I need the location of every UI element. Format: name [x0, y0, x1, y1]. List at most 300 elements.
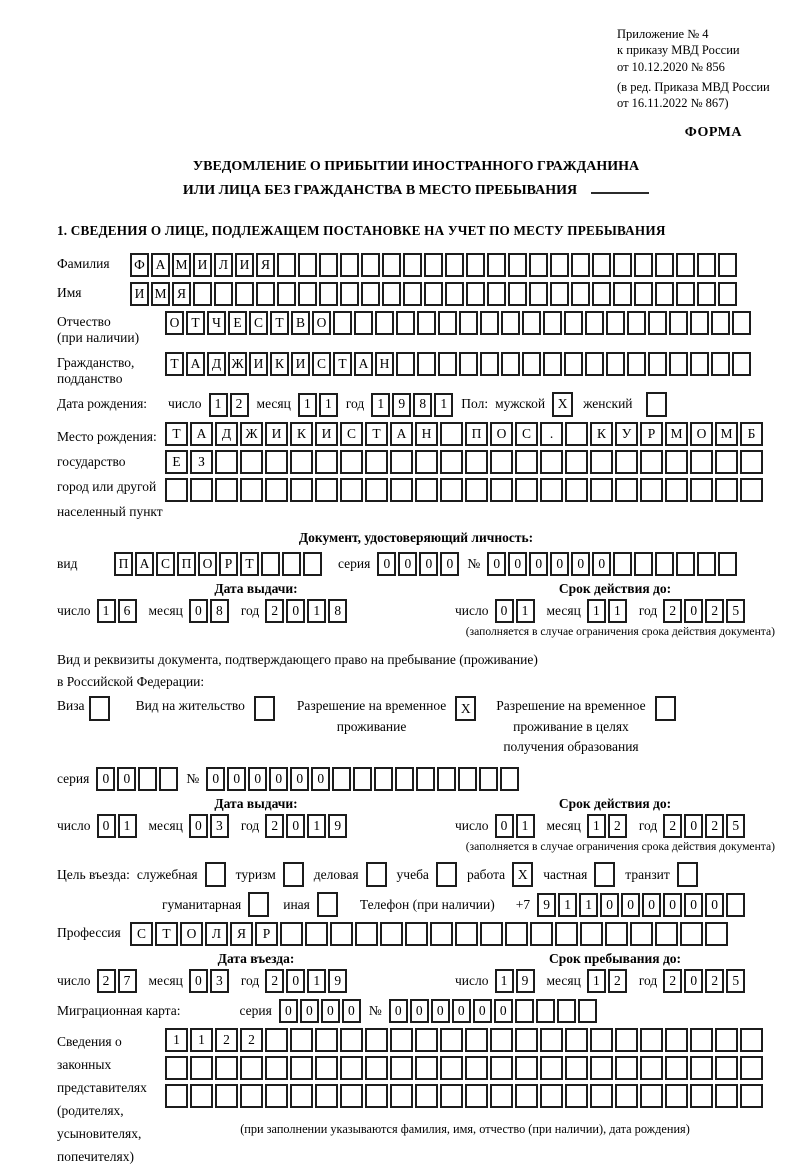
char-cell[interactable]: 1	[587, 599, 606, 623]
char-cell[interactable]: 2	[705, 814, 724, 838]
char-cell[interactable]: Т	[155, 922, 178, 946]
char-cell[interactable]	[490, 450, 513, 474]
char-cell[interactable]	[340, 282, 359, 306]
char-cell[interactable]	[715, 478, 738, 502]
char-cell[interactable]	[490, 1056, 513, 1080]
char-cell[interactable]	[557, 999, 576, 1023]
char-cell[interactable]	[403, 253, 422, 277]
char-cell[interactable]: 1	[516, 814, 535, 838]
char-cell[interactable]	[578, 999, 597, 1023]
char-cell[interactable]: А	[354, 352, 373, 376]
char-cell[interactable]	[571, 282, 590, 306]
char-cell[interactable]	[265, 1084, 288, 1108]
char-cell[interactable]: 0	[431, 999, 450, 1023]
char-cell[interactable]: С	[249, 311, 268, 335]
char-cell[interactable]	[235, 282, 254, 306]
char-cell[interactable]: 7	[118, 969, 137, 993]
char-cell[interactable]	[726, 893, 745, 917]
char-cell[interactable]	[590, 1056, 613, 1080]
char-cell[interactable]	[740, 1084, 763, 1108]
char-cell[interactable]	[640, 478, 663, 502]
char-cell[interactable]: 1	[587, 969, 606, 993]
char-cell[interactable]: А	[390, 422, 413, 446]
char-cell[interactable]: 0	[663, 893, 682, 917]
char-cell[interactable]	[515, 1056, 538, 1080]
char-cell[interactable]	[438, 352, 457, 376]
char-cell[interactable]: 0	[248, 767, 267, 791]
char-cell[interactable]: 2	[230, 393, 249, 417]
char-cell[interactable]	[715, 1084, 738, 1108]
char-cell[interactable]	[615, 450, 638, 474]
char-cell[interactable]	[648, 352, 667, 376]
char-cell[interactable]	[390, 450, 413, 474]
char-cell[interactable]	[690, 1084, 713, 1108]
char-cell[interactable]	[680, 922, 703, 946]
char-cell[interactable]: 0	[398, 552, 417, 576]
char-cell[interactable]: Е	[228, 311, 247, 335]
char-cell[interactable]	[515, 1028, 538, 1052]
char-cell[interactable]	[479, 767, 498, 791]
char-cell[interactable]	[319, 282, 338, 306]
char-cell[interactable]	[665, 1084, 688, 1108]
char-cell[interactable]	[265, 1028, 288, 1052]
char-cell[interactable]	[465, 450, 488, 474]
purpose-transit-checkbox[interactable]	[677, 862, 698, 887]
char-cell[interactable]: 0	[189, 599, 208, 623]
char-cell[interactable]: Р	[640, 422, 663, 446]
char-cell[interactable]	[540, 1056, 563, 1080]
char-cell[interactable]	[565, 1056, 588, 1080]
char-cell[interactable]: М	[715, 422, 738, 446]
char-cell[interactable]	[529, 282, 548, 306]
char-cell[interactable]	[165, 1056, 188, 1080]
char-cell[interactable]	[315, 478, 338, 502]
char-cell[interactable]	[277, 253, 296, 277]
char-cell[interactable]	[165, 478, 188, 502]
char-cell[interactable]	[697, 253, 716, 277]
char-cell[interactable]	[515, 1084, 538, 1108]
char-cell[interactable]	[640, 450, 663, 474]
char-cell[interactable]	[665, 450, 688, 474]
char-cell[interactable]: 0	[189, 814, 208, 838]
char-cell[interactable]	[138, 767, 157, 791]
char-cell[interactable]	[669, 352, 688, 376]
char-cell[interactable]	[465, 478, 488, 502]
char-cell[interactable]: А	[186, 352, 205, 376]
char-cell[interactable]	[440, 1028, 463, 1052]
char-cell[interactable]: 9	[392, 393, 411, 417]
char-cell[interactable]	[565, 478, 588, 502]
char-cell[interactable]: 2	[663, 814, 682, 838]
char-cell[interactable]: 1	[307, 599, 326, 623]
char-cell[interactable]	[290, 1056, 313, 1080]
char-cell[interactable]: 0	[495, 814, 514, 838]
char-cell[interactable]: 1	[118, 814, 137, 838]
char-cell[interactable]	[571, 253, 590, 277]
char-cell[interactable]	[354, 311, 373, 335]
char-cell[interactable]: 1	[608, 599, 627, 623]
char-cell[interactable]	[215, 478, 238, 502]
char-cell[interactable]: Ф	[130, 253, 149, 277]
char-cell[interactable]	[361, 253, 380, 277]
char-cell[interactable]: П	[177, 552, 196, 576]
char-cell[interactable]	[256, 282, 275, 306]
char-cell[interactable]: 1	[97, 599, 116, 623]
char-cell[interactable]: 0	[684, 814, 703, 838]
char-cell[interactable]: М	[151, 282, 170, 306]
char-cell[interactable]: 5	[726, 599, 745, 623]
char-cell[interactable]	[298, 253, 317, 277]
char-cell[interactable]: 0	[377, 552, 396, 576]
char-cell[interactable]	[440, 450, 463, 474]
char-cell[interactable]	[487, 282, 506, 306]
char-cell[interactable]	[445, 282, 464, 306]
char-cell[interactable]	[330, 922, 353, 946]
char-cell[interactable]	[550, 282, 569, 306]
char-cell[interactable]: Т	[240, 552, 259, 576]
char-cell[interactable]: 0	[117, 767, 136, 791]
char-cell[interactable]	[415, 1028, 438, 1052]
char-cell[interactable]	[319, 253, 338, 277]
char-cell[interactable]: 0	[550, 552, 569, 576]
char-cell[interactable]	[501, 352, 520, 376]
char-cell[interactable]	[487, 253, 506, 277]
char-cell[interactable]	[445, 253, 464, 277]
residence-card-checkbox[interactable]	[254, 696, 275, 721]
char-cell[interactable]	[565, 1028, 588, 1052]
char-cell[interactable]	[655, 552, 674, 576]
char-cell[interactable]: С	[312, 352, 331, 376]
char-cell[interactable]	[522, 352, 541, 376]
char-cell[interactable]: 0	[97, 814, 116, 838]
char-cell[interactable]	[465, 1084, 488, 1108]
char-cell[interactable]	[690, 311, 709, 335]
char-cell[interactable]: 0	[96, 767, 115, 791]
char-cell[interactable]: 0	[684, 599, 703, 623]
char-cell[interactable]: 2	[663, 599, 682, 623]
char-cell[interactable]	[416, 767, 435, 791]
char-cell[interactable]: 0	[621, 893, 640, 917]
char-cell[interactable]	[190, 1056, 213, 1080]
char-cell[interactable]	[353, 767, 372, 791]
char-cell[interactable]	[530, 922, 553, 946]
char-cell[interactable]	[340, 478, 363, 502]
char-cell[interactable]: 1	[434, 393, 453, 417]
char-cell[interactable]	[215, 1084, 238, 1108]
char-cell[interactable]	[627, 352, 646, 376]
char-cell[interactable]: 0	[279, 999, 298, 1023]
char-cell[interactable]: 6	[118, 599, 137, 623]
char-cell[interactable]: С	[156, 552, 175, 576]
char-cell[interactable]	[718, 552, 737, 576]
char-cell[interactable]	[740, 450, 763, 474]
char-cell[interactable]: 2	[608, 969, 627, 993]
purpose-private-checkbox[interactable]	[594, 862, 615, 887]
char-cell[interactable]	[396, 352, 415, 376]
char-cell[interactable]	[669, 311, 688, 335]
char-cell[interactable]: У	[615, 422, 638, 446]
char-cell[interactable]	[437, 767, 456, 791]
char-cell[interactable]: 3	[210, 814, 229, 838]
char-cell[interactable]	[740, 478, 763, 502]
char-cell[interactable]: Я	[230, 922, 253, 946]
char-cell[interactable]: 1	[371, 393, 390, 417]
char-cell[interactable]	[565, 450, 588, 474]
char-cell[interactable]	[715, 1056, 738, 1080]
char-cell[interactable]	[606, 352, 625, 376]
char-cell[interactable]	[440, 1084, 463, 1108]
char-cell[interactable]: 0	[440, 552, 459, 576]
char-cell[interactable]: Л	[205, 922, 228, 946]
char-cell[interactable]: Р	[255, 922, 278, 946]
char-cell[interactable]: 5	[726, 814, 745, 838]
char-cell[interactable]	[580, 922, 603, 946]
char-cell[interactable]: П	[114, 552, 133, 576]
char-cell[interactable]: 9	[516, 969, 535, 993]
char-cell[interactable]	[290, 478, 313, 502]
char-cell[interactable]	[565, 1084, 588, 1108]
char-cell[interactable]: 0	[529, 552, 548, 576]
char-cell[interactable]	[592, 253, 611, 277]
char-cell[interactable]	[374, 767, 393, 791]
char-cell[interactable]	[590, 1028, 613, 1052]
char-cell[interactable]	[415, 1084, 438, 1108]
char-cell[interactable]: 1	[587, 814, 606, 838]
char-cell[interactable]	[390, 1028, 413, 1052]
char-cell[interactable]	[697, 552, 716, 576]
char-cell[interactable]: О	[490, 422, 513, 446]
char-cell[interactable]	[290, 1084, 313, 1108]
char-cell[interactable]	[655, 253, 674, 277]
char-cell[interactable]	[365, 1084, 388, 1108]
char-cell[interactable]: 1	[165, 1028, 188, 1052]
char-cell[interactable]: 1	[558, 893, 577, 917]
char-cell[interactable]: 0	[389, 999, 408, 1023]
char-cell[interactable]: Ч	[207, 311, 226, 335]
char-cell[interactable]	[665, 478, 688, 502]
char-cell[interactable]	[415, 1056, 438, 1080]
char-cell[interactable]	[590, 1084, 613, 1108]
char-cell[interactable]: 0	[571, 552, 590, 576]
char-cell[interactable]	[459, 352, 478, 376]
char-cell[interactable]	[440, 478, 463, 502]
char-cell[interactable]: И	[315, 422, 338, 446]
char-cell[interactable]: О	[690, 422, 713, 446]
char-cell[interactable]: М	[172, 253, 191, 277]
char-cell[interactable]: 9	[537, 893, 556, 917]
char-cell[interactable]	[718, 253, 737, 277]
char-cell[interactable]	[732, 311, 751, 335]
char-cell[interactable]: 1	[319, 393, 338, 417]
char-cell[interactable]	[190, 1084, 213, 1108]
char-cell[interactable]	[690, 450, 713, 474]
char-cell[interactable]	[355, 922, 378, 946]
char-cell[interactable]: 0	[290, 767, 309, 791]
char-cell[interactable]	[265, 450, 288, 474]
char-cell[interactable]	[396, 311, 415, 335]
char-cell[interactable]: Е	[165, 450, 188, 474]
char-cell[interactable]: О	[198, 552, 217, 576]
char-cell[interactable]	[718, 282, 737, 306]
char-cell[interactable]: Т	[333, 352, 352, 376]
char-cell[interactable]	[540, 1084, 563, 1108]
char-cell[interactable]: Н	[415, 422, 438, 446]
char-cell[interactable]: 2	[97, 969, 116, 993]
char-cell[interactable]: К	[290, 422, 313, 446]
char-cell[interactable]	[240, 1056, 263, 1080]
char-cell[interactable]	[540, 478, 563, 502]
char-cell[interactable]	[613, 552, 632, 576]
char-cell[interactable]	[715, 1028, 738, 1052]
char-cell[interactable]	[305, 922, 328, 946]
char-cell[interactable]: Д	[207, 352, 226, 376]
char-cell[interactable]	[640, 1084, 663, 1108]
char-cell[interactable]: 1	[495, 969, 514, 993]
char-cell[interactable]	[490, 478, 513, 502]
char-cell[interactable]	[500, 767, 519, 791]
char-cell[interactable]	[592, 282, 611, 306]
char-cell[interactable]	[480, 311, 499, 335]
char-cell[interactable]	[240, 450, 263, 474]
char-cell[interactable]	[430, 922, 453, 946]
char-cell[interactable]	[395, 767, 414, 791]
char-cell[interactable]	[555, 922, 578, 946]
char-cell[interactable]: 2	[663, 969, 682, 993]
char-cell[interactable]	[615, 1028, 638, 1052]
char-cell[interactable]: .	[540, 422, 563, 446]
char-cell[interactable]	[634, 552, 653, 576]
char-cell[interactable]	[480, 352, 499, 376]
char-cell[interactable]: Ж	[228, 352, 247, 376]
char-cell[interactable]	[277, 282, 296, 306]
char-cell[interactable]	[501, 311, 520, 335]
char-cell[interactable]	[605, 922, 628, 946]
char-cell[interactable]	[315, 450, 338, 474]
char-cell[interactable]: С	[340, 422, 363, 446]
char-cell[interactable]	[340, 1056, 363, 1080]
char-cell[interactable]	[540, 450, 563, 474]
char-cell[interactable]	[543, 311, 562, 335]
char-cell[interactable]	[615, 1056, 638, 1080]
char-cell[interactable]	[630, 922, 653, 946]
char-cell[interactable]	[690, 352, 709, 376]
char-cell[interactable]: И	[130, 282, 149, 306]
sex-male-checkbox[interactable]: X	[552, 392, 573, 417]
char-cell[interactable]	[280, 922, 303, 946]
char-cell[interactable]	[655, 282, 674, 306]
char-cell[interactable]: 0	[286, 814, 305, 838]
char-cell[interactable]	[315, 1084, 338, 1108]
char-cell[interactable]: И	[193, 253, 212, 277]
char-cell[interactable]	[665, 1056, 688, 1080]
char-cell[interactable]	[382, 253, 401, 277]
char-cell[interactable]: 2	[705, 969, 724, 993]
char-cell[interactable]: А	[151, 253, 170, 277]
purpose-other-checkbox[interactable]	[317, 892, 338, 917]
char-cell[interactable]	[415, 450, 438, 474]
char-cell[interactable]	[165, 1084, 188, 1108]
char-cell[interactable]: 1	[579, 893, 598, 917]
char-cell[interactable]	[340, 1028, 363, 1052]
char-cell[interactable]: Т	[270, 311, 289, 335]
char-cell[interactable]: 0	[300, 999, 319, 1023]
char-cell[interactable]	[585, 311, 604, 335]
char-cell[interactable]	[515, 999, 534, 1023]
char-cell[interactable]	[438, 311, 457, 335]
char-cell[interactable]: 0	[495, 599, 514, 623]
purpose-tourism-checkbox[interactable]	[283, 862, 304, 887]
char-cell[interactable]	[315, 1028, 338, 1052]
char-cell[interactable]	[465, 1056, 488, 1080]
char-cell[interactable]: 0	[592, 552, 611, 576]
char-cell[interactable]	[715, 450, 738, 474]
char-cell[interactable]	[690, 478, 713, 502]
char-cell[interactable]: Я	[256, 253, 275, 277]
char-cell[interactable]: И	[265, 422, 288, 446]
char-cell[interactable]	[390, 1056, 413, 1080]
char-cell[interactable]	[403, 282, 422, 306]
char-cell[interactable]: 0	[227, 767, 246, 791]
char-cell[interactable]	[466, 282, 485, 306]
char-cell[interactable]	[655, 922, 678, 946]
char-cell[interactable]	[508, 282, 527, 306]
char-cell[interactable]: К	[590, 422, 613, 446]
char-cell[interactable]: 8	[413, 393, 432, 417]
char-cell[interactable]: 0	[206, 767, 225, 791]
char-cell[interactable]: 0	[705, 893, 724, 917]
char-cell[interactable]	[261, 552, 280, 576]
char-cell[interactable]: 0	[642, 893, 661, 917]
char-cell[interactable]	[690, 1028, 713, 1052]
char-cell[interactable]	[455, 922, 478, 946]
char-cell[interactable]	[215, 450, 238, 474]
char-cell[interactable]	[365, 450, 388, 474]
char-cell[interactable]: Д	[215, 422, 238, 446]
char-cell[interactable]: С	[515, 422, 538, 446]
sex-female-checkbox[interactable]	[646, 392, 667, 417]
char-cell[interactable]	[315, 1056, 338, 1080]
char-cell[interactable]	[240, 478, 263, 502]
char-cell[interactable]	[515, 450, 538, 474]
char-cell[interactable]	[333, 311, 352, 335]
char-cell[interactable]	[214, 282, 233, 306]
char-cell[interactable]	[417, 352, 436, 376]
char-cell[interactable]: 9	[328, 969, 347, 993]
char-cell[interactable]	[627, 311, 646, 335]
char-cell[interactable]	[690, 1056, 713, 1080]
char-cell[interactable]	[540, 1028, 563, 1052]
char-cell[interactable]: 5	[726, 969, 745, 993]
char-cell[interactable]	[590, 478, 613, 502]
char-cell[interactable]	[265, 478, 288, 502]
char-cell[interactable]	[640, 1028, 663, 1052]
char-cell[interactable]	[676, 552, 695, 576]
char-cell[interactable]	[380, 922, 403, 946]
char-cell[interactable]: Т	[165, 422, 188, 446]
char-cell[interactable]: 9	[328, 814, 347, 838]
char-cell[interactable]: Б	[740, 422, 763, 446]
char-cell[interactable]	[375, 311, 394, 335]
char-cell[interactable]: Я	[172, 282, 191, 306]
char-cell[interactable]: 0	[286, 969, 305, 993]
char-cell[interactable]: К	[270, 352, 289, 376]
char-cell[interactable]	[382, 282, 401, 306]
char-cell[interactable]	[193, 282, 212, 306]
char-cell[interactable]: 0	[269, 767, 288, 791]
char-cell[interactable]: 0	[600, 893, 619, 917]
char-cell[interactable]	[332, 767, 351, 791]
char-cell[interactable]	[365, 1056, 388, 1080]
